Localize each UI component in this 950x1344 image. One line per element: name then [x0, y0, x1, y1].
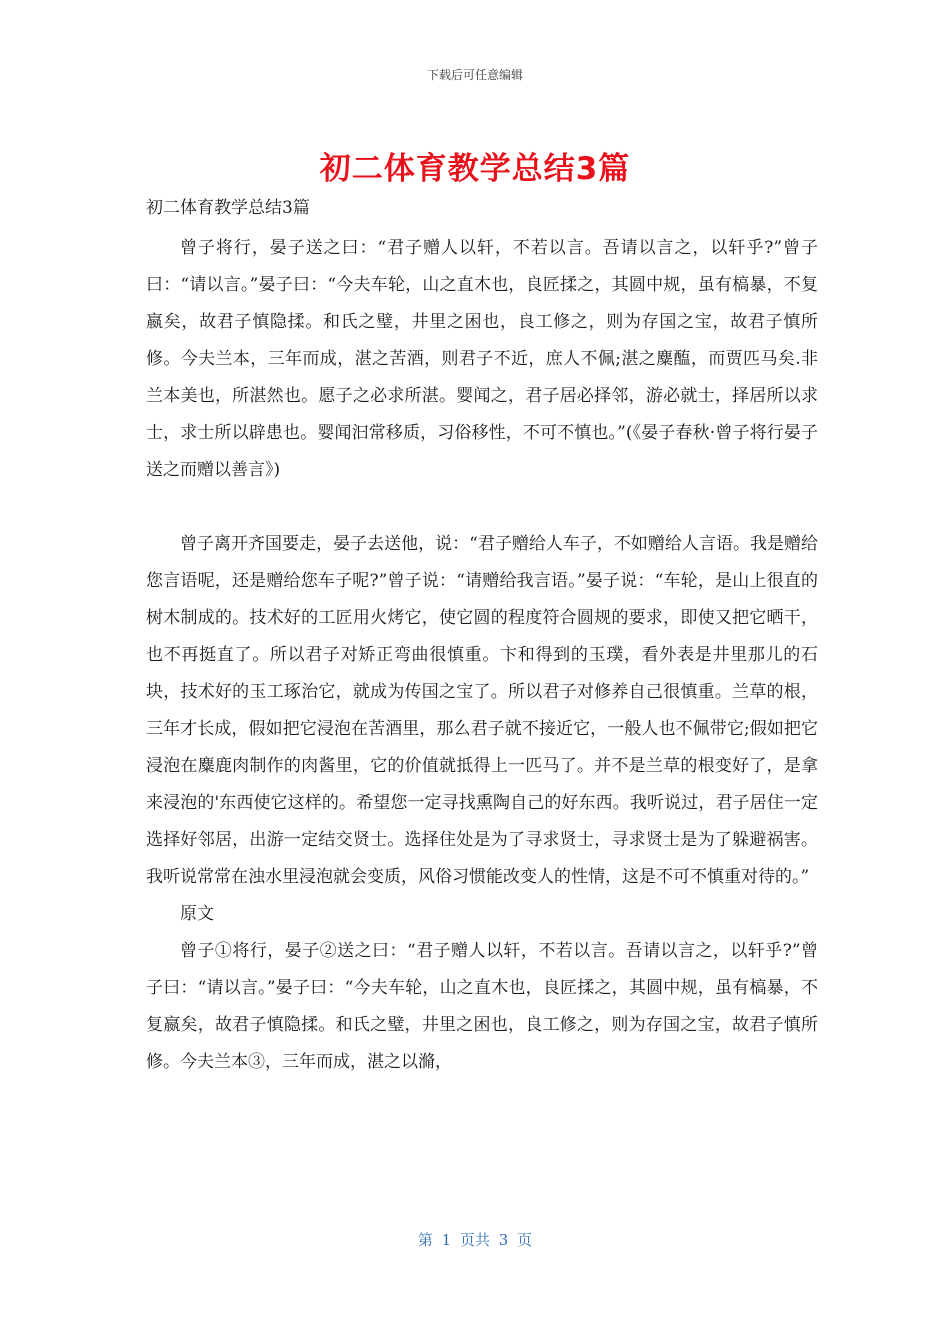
- header-note: 下载后可任意编辑: [426, 68, 523, 82]
- paragraph-original-1: 曾子将行，晏子送之曰：“君子赠人以轩，不若以言。吾请以言之，以轩乎?”曾子曰：“请以言。”晏子曰：“今夫车轮，山之直木也，良匠揉之，其圆中规，虽有槁暴，不复嬴矣，故君子慎隐揉。和氏之璧，井里之困也，良工修之，则为存国之宝，故君子慎所修。今夫兰本，三年而成，湛之苦酒，则君子不近，庶人不佩;湛之麋醢，而贾匹马矣.非兰本美也，所湛然也。愿子之必求所湛。婴闻之，君子居必择邻，游必就士，择居所以求士，求士所以辟患也。婴闻汩常移质，习俗移性，不可不慎也。”(《晏子春秋·曾子将行晏子送之而赠以善言》): [146, 238, 818, 480]
- paragraph-heading-original: 原文: [180, 904, 214, 924]
- document-body: [146, 196, 818, 1081]
- document-title: 初二体育教学总结3篇: [319, 151, 631, 187]
- paragraph-gap: [146, 489, 818, 526]
- paragraph-translation: 曾子离开齐国要走，晏子去送他，说：“君子赠给人车子，不如赠给人言语。我是赠给您言语呢，还是赠给您车子呢?”曾子说：“请赠给我言语。”晏子说：“车轮，是山上很直的树木制成的。技术好的工匠用火烤它，使它圆的程度符合圆规的要求，即使又把它晒干，也不再挺直了。所以君子对矫正弯曲很慎重。卞和得到的玉璞，看外表是井里那儿的石块，技术好的玉工琢治它，就成为传国之宝了。所以君子对修养自己很慎重。兰草的根，三年才长成，假如把它浸泡在苦酒里，那么君子就不接近它，一般人也不佩带它;假如把它浸泡在麋鹿肉制作的肉酱里，它的价值就抵得上一匹马了。并不是兰草的根变好了，是拿来浸泡的'东西使它这样的。希望您一定寻找熏陶自己的好东西。我听说过，君子居住一定选择好邻居，出游一定结交贤士。选择住处是为了寻求贤士，寻求贤士是为了躲避祸害。我听说常常在浊水里浸泡就会变质，风俗习惯能改变人的性情，这是不可不慎重对待的。”: [146, 534, 818, 887]
- page-footer: 第 1 页共 3 页: [417, 1231, 533, 1249]
- paragraph-original-2: 曾子①将行，晏子②送之曰：“君子赠人以轩，不若以言。吾请以言之，以轩乎?”曾子曰：“请以言。”晏子曰：“今夫车轮，山之直木也，良匠揉之，其圆中规，虽有槁暴，不复嬴矣，故君子慎隐揉。和氏之璧，井里之困也，良工修之，则为存国之宝，故君子慎所修。今夫兰本③，三年而成，湛之以滫，: [146, 941, 818, 1072]
- document-subtitle: 初二体育教学总结3篇: [146, 198, 310, 218]
